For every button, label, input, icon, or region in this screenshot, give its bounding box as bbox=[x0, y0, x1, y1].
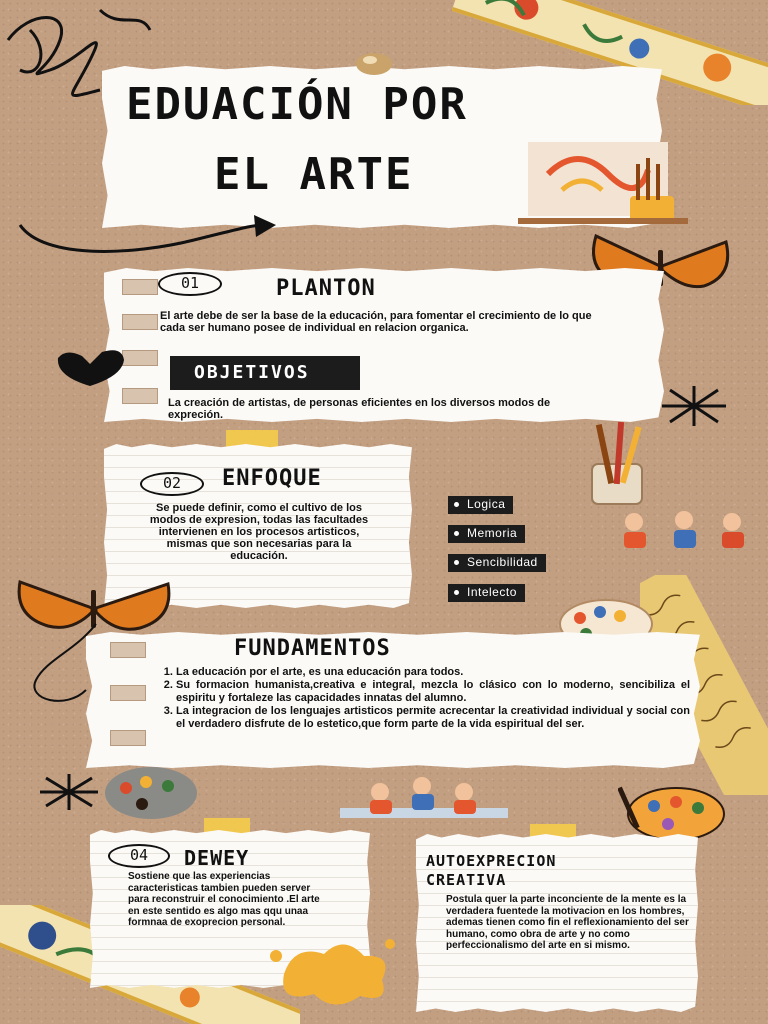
children-painting-icon bbox=[336, 774, 512, 824]
heart-icon bbox=[52, 346, 128, 388]
list-item: 3. La integracion de los lenguajes artisticos permite acrecentar la creatividad individual y social con el verdadero disfrute de lo estetico,que form parte de la vida espiritual del ser. bbox=[176, 705, 690, 731]
paint-palette-icon bbox=[102, 764, 200, 822]
section-number-04: 04 bbox=[108, 844, 170, 868]
page-title-line1: EDUACIÓN POR bbox=[126, 79, 468, 130]
section-number-02: 02 bbox=[140, 472, 204, 496]
section-heading-autoexprecion-line2: CREATIVA bbox=[426, 871, 507, 889]
section-heading-enfoque: ENFOQUE bbox=[222, 466, 322, 491]
section-heading-dewey: DEWEY bbox=[184, 846, 250, 870]
faculty-item-intelecto: Intelecto bbox=[448, 584, 525, 602]
curved-arrow-icon bbox=[14, 205, 284, 265]
section-number-01: 01 bbox=[158, 272, 222, 296]
faculty-item-sencibilidad: Sencibilidad bbox=[448, 554, 546, 572]
section-enfoque-body: Se puede definir, como el cultivo de los modos de expresion, todas las facultades intervienen en los procesos artisticos, mismas que son necesarias para la educación. bbox=[149, 502, 369, 562]
objectives-label-text: OBJETIVOS bbox=[194, 362, 310, 383]
scribble-decoration-icon bbox=[0, 0, 160, 110]
asterisk-star-icon bbox=[34, 772, 104, 812]
section-dewey-body: Sostiene que las experiencias caracteristicas tambien pueden server para reconstruir el conocimiento .El arte en este sentido es algo mas qqu unaa formnaa de exoprecion personal. bbox=[128, 871, 320, 928]
list-item: 1. La educación por el arte, es una educación para todos. bbox=[176, 666, 690, 679]
fundamentos-list bbox=[162, 666, 690, 731]
faculty-item-logica: Logica bbox=[448, 496, 513, 514]
tab-marker bbox=[122, 314, 158, 330]
faculty-item-memoria: Memoria bbox=[448, 525, 525, 543]
easel-icon bbox=[512, 134, 698, 230]
tab-marker bbox=[122, 279, 158, 295]
section-heading-planton: PLANTON bbox=[276, 276, 376, 301]
section-autoexprecion-body: Postula quer la parte inconciente de la mente es la verdadera fuentede la motivacion en los hombres, ademas tienen como fin el reflexionamiento del ser humano, como obra de arte y no como perfeccionalismo del arte en si mismo. bbox=[446, 894, 689, 951]
paint-splash-icon bbox=[264, 934, 398, 1012]
tab-marker bbox=[122, 388, 158, 404]
tab-marker bbox=[110, 642, 146, 658]
tab-marker bbox=[110, 730, 146, 746]
children-painting-icon bbox=[612, 508, 754, 552]
objectives-body: La creación de artistas, de personas eficientes en los diversos modos de expreción. bbox=[168, 397, 551, 421]
brush-jar-icon bbox=[572, 420, 662, 510]
list-item: 2. Su formacion humanista,creativa e integral, mezcla lo clásico con lo moderno, sencibiliza el espiritu y fortaleze las capacidades innatas del alumno. bbox=[176, 679, 690, 705]
section-planton-body: El arte debe de ser la base de la educación, para fomentar el crecimiento de lo que cada ser humano posee de individual en relacion organica. bbox=[160, 310, 592, 334]
asterisk-star-icon bbox=[656, 384, 732, 428]
section-heading-fundamentos: FUNDAMENTOS bbox=[234, 636, 391, 661]
section-heading-autoexprecion-line1: AUTOEXPRECION bbox=[426, 852, 557, 870]
tab-marker bbox=[110, 685, 146, 701]
push-pin-icon bbox=[352, 50, 396, 80]
page-title-line2: EL ARTE bbox=[214, 149, 414, 200]
